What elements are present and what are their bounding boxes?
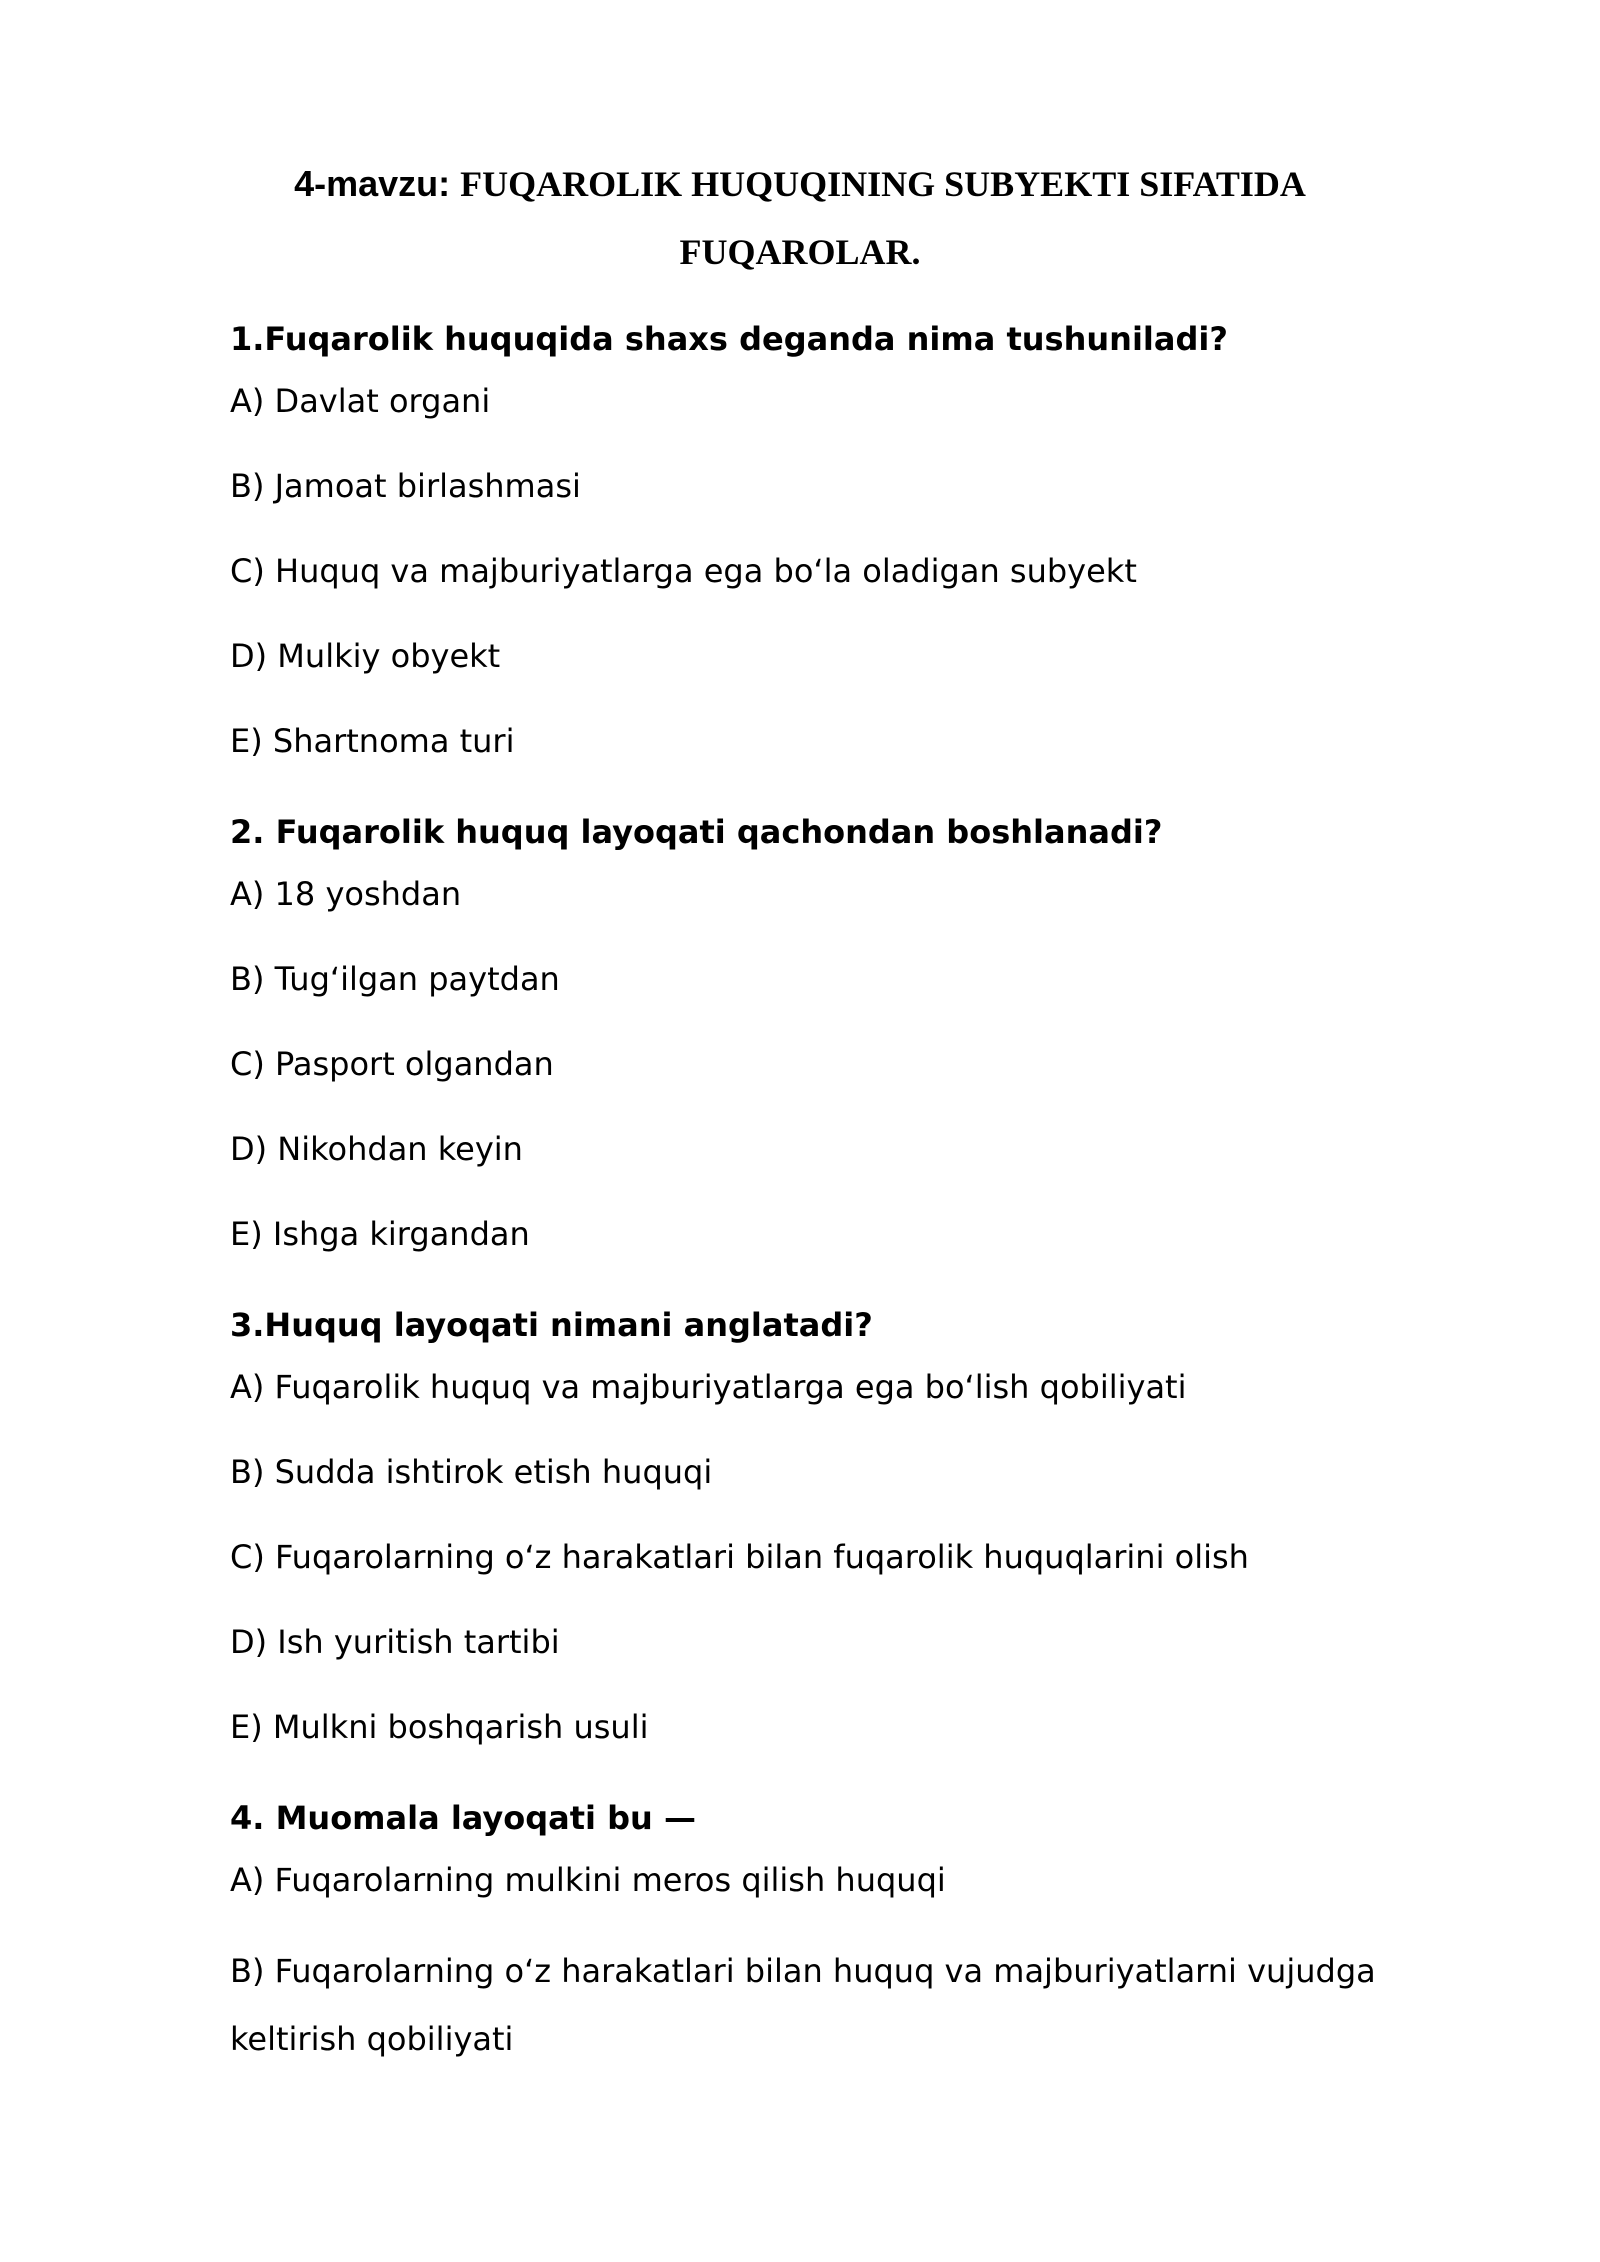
answer-option: C) Pasport olgandan <box>230 1045 554 1083</box>
answer-option: D) Ish yuritish tartibi <box>230 1623 560 1661</box>
answer-option: E) Shartnoma turi <box>230 722 515 760</box>
answer-option: A) Fuqarolarning mulkini meros qilish huquqi <box>230 1861 946 1899</box>
question-block-1 <box>230 305 1470 798</box>
answer-option: A) Fuqarolik huquq va majburiyatlarga ega bo‘lish qobiliyati <box>230 1368 1187 1406</box>
answer-option: E) Mulkni boshqarish usuli <box>230 1708 649 1746</box>
question-text: 2. Fuqarolik huquq layoqati qachondan boshlanadi? <box>230 813 1163 851</box>
answer-option: B) Fuqarolarning o‘z harakatlari bilan huquq va majburiyatlarni vujudga keltirish qobiliyati <box>230 1952 1376 2058</box>
answer-option: D) Nikohdan keyin <box>230 1130 523 1168</box>
title-main: FUQAROLIK HUQUQINING SUBYEKTI SIFATIDA FUQAROLAR. <box>460 164 1306 272</box>
answer-option: B) Jamoat birlashmasi <box>230 467 581 505</box>
answer-option: B) Tug‘ilgan paytdan <box>230 960 560 998</box>
answer-option: A) 18 yoshdan <box>230 875 462 913</box>
question-block-4 <box>230 1784 1470 2073</box>
answer-option: D) Mulkiy obyekt <box>230 637 501 675</box>
answer-option: A) Davlat organi <box>230 382 491 420</box>
answer-option: C) Fuqarolarning o‘z harakatlari bilan fuqarolik huquqlarini olish <box>230 1538 1249 1576</box>
question-text: 4. Muomala layoqati bu — <box>230 1799 696 1837</box>
answer-option: C) Huquq va majburiyatlarga ega bo‘la oladigan subyekt <box>230 552 1137 590</box>
question-block-2 <box>230 798 1470 1291</box>
title-prefix: 4-mavzu: <box>294 163 461 204</box>
question-text: 3.Huquq layoqati nimani anglatadi? <box>230 1306 873 1344</box>
document-title <box>230 150 1370 286</box>
question-list <box>230 305 1470 2073</box>
answer-option: B) Sudda ishtirok etish huquqi <box>230 1453 713 1491</box>
question-text: 1.Fuqarolik huquqida shaxs deganda nima tushuniladi? <box>230 320 1228 358</box>
question-block-3 <box>230 1291 1470 1784</box>
answer-option: E) Ishga kirgandan <box>230 1215 530 1253</box>
